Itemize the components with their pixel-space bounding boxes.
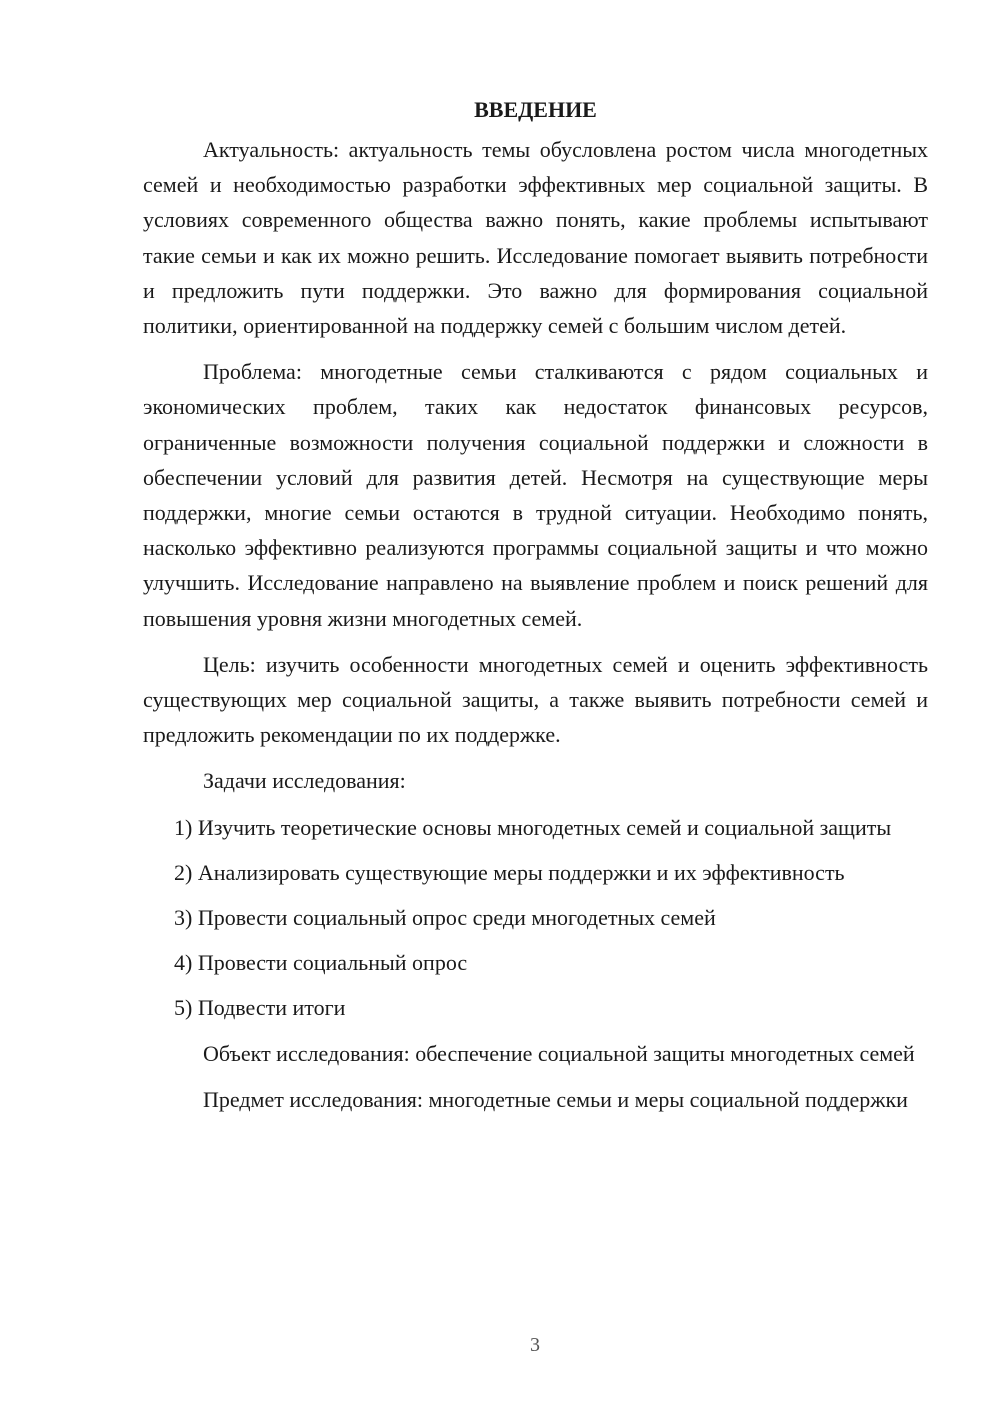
document-page	[143, 92, 928, 1128]
section-heading: ВВЕДЕНИЕ	[474, 97, 597, 122]
relevance-paragraph: Актуальность: актуальность темы обусловлена ростом числа многодетных семей и необходимостью разработки эффективных мер социальной защиты. В условиях современного общества важно понять, какие проблемы испытывают такие семьи и как их можно решить. Исследование помогает выявить потребности и предложить пути поддержки. Это важно для формирования социальной политики, ориентированной на поддержку семей с большим числом детей.	[143, 137, 928, 339]
tasks-title: Задачи исследования:	[203, 768, 406, 794]
page-number: 3	[530, 1334, 540, 1356]
task-item: 3) Провести социальный опрос среди многодетных семей	[174, 905, 716, 931]
task-item: 4) Провести социальный опрос	[174, 950, 468, 976]
object-paragraph: Объект исследования: обеспечение социальной защиты многодетных семей	[203, 1040, 915, 1066]
task-item: 1) Изучить теоретические основы многодетных семей и социальной защиты	[174, 814, 892, 840]
goal-paragraph: Цель: изучить особенности многодетных семей и оценить эффективность существующих мер социальной защиты, а также выявить потребности семей и предложить рекомендации по их поддержке.	[143, 651, 928, 748]
subject-paragraph: Предмет исследования: многодетные семьи и меры социальной поддержки	[203, 1086, 908, 1112]
task-item: 2) Анализировать существующие меры поддержки и их эффективность	[174, 859, 845, 885]
tasks-list	[143, 810, 928, 1026]
problem-paragraph: Проблема: многодетные семьи сталкиваются с рядом социальных и экономических проблем, таких как недостаток финансовых ресурсов, ограниченные возможности получения социальной поддержки и сложности в обеспечении условий для развития детей. Несмотря на существующие меры поддержки, многие семьи остаются в трудной ситуации. Необходимо понять, насколько эффективно реализуются программы социальной защиты и что можно улучшить. Исследование направлено на выявление проблем и поиск решений для повышения уровня жизни многодетных семей.	[143, 359, 928, 631]
task-item: 5) Подвести итоги	[174, 995, 346, 1021]
